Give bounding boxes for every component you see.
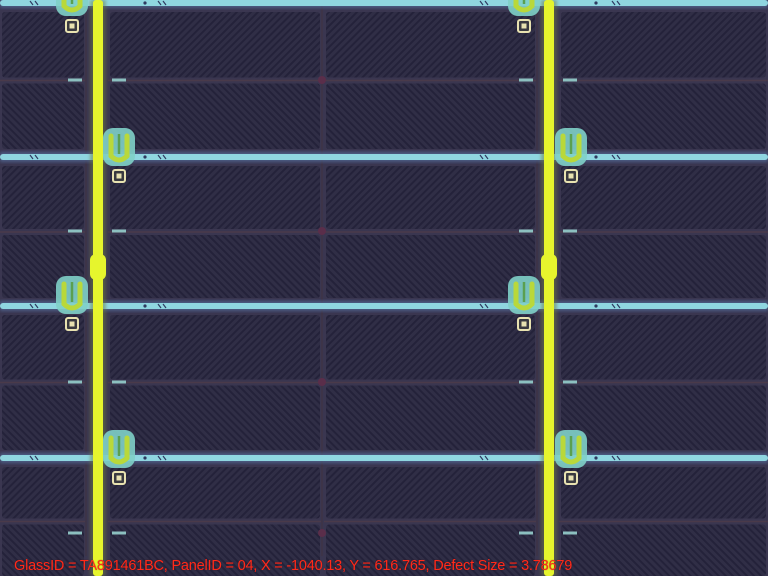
contact-via xyxy=(70,24,75,29)
pixel-electrode xyxy=(110,12,320,78)
pixel-electrode xyxy=(561,235,766,298)
storage-stub xyxy=(519,230,533,233)
storage-stub xyxy=(112,381,126,384)
storage-stub xyxy=(563,79,577,82)
storage-stub xyxy=(112,79,126,82)
contact-via xyxy=(70,322,75,327)
pixel-electrode xyxy=(326,166,535,229)
pixel-electrode xyxy=(2,386,84,451)
gate-line xyxy=(0,303,768,309)
pixel-electrode xyxy=(561,166,766,229)
gate-dot xyxy=(143,456,146,459)
pixel-electrode xyxy=(2,166,84,229)
contact-via xyxy=(569,476,574,481)
defect-caption: GlassID = TA891461BC, PanelID = 04, X = -1040.13, Y = 616.765, Defect Size = 3.78679 xyxy=(14,558,573,574)
storage-stub xyxy=(519,532,533,535)
pixel-electrode xyxy=(2,84,84,150)
storage-stub xyxy=(68,230,82,233)
contact-via xyxy=(522,24,527,29)
pixel-electrode xyxy=(110,467,320,519)
data-line xyxy=(93,0,103,576)
storage-stub xyxy=(563,381,577,384)
pixel-electrode xyxy=(110,166,320,229)
pixel-electrode xyxy=(110,315,320,380)
storage-stub xyxy=(563,230,577,233)
storage-stub xyxy=(519,381,533,384)
via-dot xyxy=(318,529,326,537)
contact-via xyxy=(569,174,574,179)
pixel-electrode xyxy=(110,84,320,150)
via-dot xyxy=(318,227,326,235)
contact-via xyxy=(522,322,527,327)
storage-stub xyxy=(519,79,533,82)
storage-stub xyxy=(68,381,82,384)
via-dot xyxy=(318,378,326,386)
storage-stub xyxy=(563,532,577,535)
pixel-electrode xyxy=(561,525,766,576)
gate-line xyxy=(0,0,768,6)
contact-via xyxy=(117,174,122,179)
pixel-electrode xyxy=(326,84,535,150)
gate-dot xyxy=(143,155,146,158)
pixel-electrode xyxy=(561,315,766,380)
pixel-electrode xyxy=(326,467,535,519)
pixel-electrode xyxy=(561,84,766,150)
via-dot xyxy=(318,76,326,84)
contact-via xyxy=(117,476,122,481)
gate-dot xyxy=(594,1,597,4)
gate-dot xyxy=(143,1,146,4)
data-line-bulge xyxy=(90,254,106,280)
pixel-electrode xyxy=(326,386,535,451)
pixel-electrode xyxy=(110,235,320,298)
pixel-electrode xyxy=(561,386,766,451)
pixel-electrode xyxy=(561,12,766,78)
gate-dot xyxy=(143,304,146,307)
data-line-bulge xyxy=(541,254,557,280)
storage-stub xyxy=(68,532,82,535)
pixel-electrode xyxy=(326,315,535,380)
pixel-electrode xyxy=(561,467,766,519)
gate-dot xyxy=(594,456,597,459)
gate-dot xyxy=(594,155,597,158)
data-line xyxy=(544,0,554,576)
pixel-electrode xyxy=(326,12,535,78)
pixel-electrode xyxy=(110,386,320,451)
storage-stub xyxy=(68,79,82,82)
pixel-electrode xyxy=(2,467,84,519)
storage-stub xyxy=(112,230,126,233)
pixel-electrode xyxy=(326,235,535,298)
storage-stub xyxy=(112,532,126,535)
gate-dot xyxy=(594,304,597,307)
